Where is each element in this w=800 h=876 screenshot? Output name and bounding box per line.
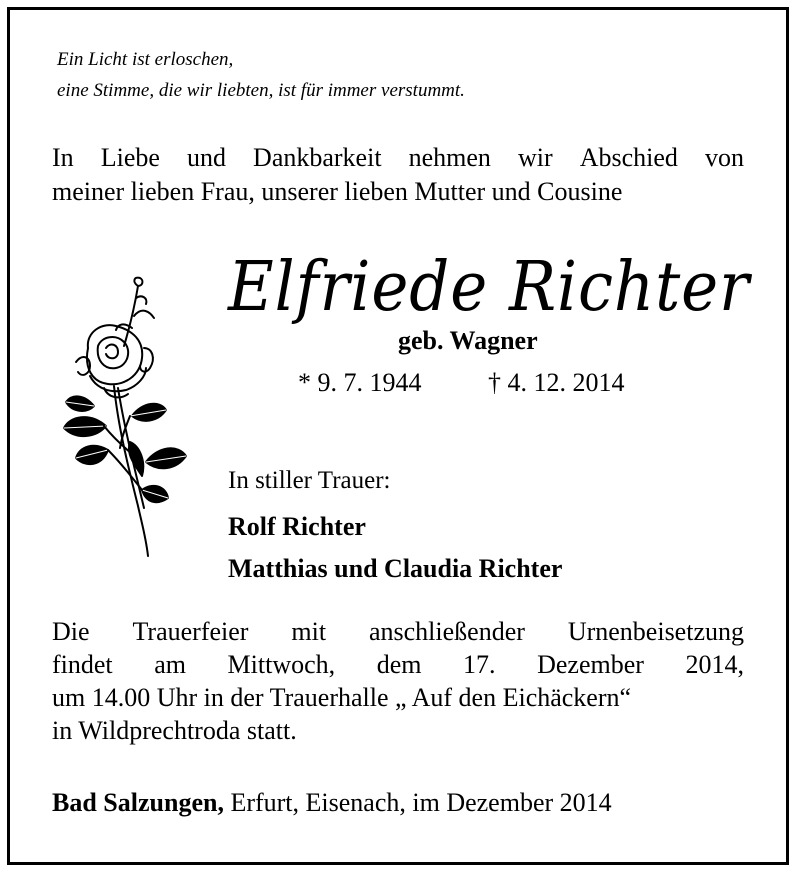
ceremony-word: Die [52, 617, 90, 646]
place-rest: Erfurt, Eisenach, im Dezember 2014 [223, 788, 612, 817]
ceremony-word: 2014, [685, 650, 744, 679]
place-and-date [52, 788, 612, 818]
ceremony-word: Urnenbeisetzung [567, 617, 744, 646]
ceremony-word: findet [52, 650, 113, 679]
ceremony-word: am [154, 650, 186, 679]
intro-word: und [186, 143, 226, 172]
ceremony-info [52, 615, 744, 747]
intro-word: Abschied [579, 143, 678, 172]
intro-line-1 [52, 141, 744, 175]
quote-line-1: Ein Licht ist erloschen, [57, 49, 234, 70]
intro-text [52, 141, 744, 209]
intro-word: Dankbarkeit [253, 143, 382, 172]
rose-icon [46, 276, 196, 561]
life-dates [298, 368, 625, 398]
intro-word: nehmen [408, 143, 491, 172]
ceremony-line-4: in Wildprechtroda statt. [52, 716, 297, 745]
ceremony-line-3: um 14.00 Uhr in der Trauerhalle „ Auf den Eichäckern“ [52, 683, 632, 712]
intro-word: von [705, 143, 744, 172]
mourner-name: Rolf Richter [228, 512, 366, 541]
ceremony-word: Dezember [537, 650, 644, 679]
memorial-quote [57, 44, 465, 106]
ceremony-word: Mittwoch, [227, 650, 336, 679]
mourner-name: Matthias und Claudia Richter [228, 554, 563, 583]
intro-word: wir [518, 143, 553, 172]
intro-word: In [52, 143, 74, 172]
birth-name: geb. Wagner [398, 326, 538, 355]
ceremony-word: Trauerfeier [132, 617, 249, 646]
intro-word: Liebe [100, 143, 160, 172]
ceremony-word: dem [376, 650, 422, 679]
ceremony-line-2 [52, 648, 744, 681]
birth-date: * 9. 7. 1944 [298, 368, 422, 397]
ceremony-word: anschließender [368, 617, 525, 646]
mourners-label: In stiller Trauer: [228, 467, 391, 494]
ceremony-word: mit [291, 617, 327, 646]
ceremony-line-1 [52, 615, 744, 648]
intro-line-2: meiner lieben Frau, unserer lieben Mutter und Cousine [52, 177, 623, 206]
deceased-name: Elfriede Richter [228, 248, 750, 327]
death-date: † 4. 12. 2014 [488, 368, 625, 397]
quote-line-2: eine Stimme, die wir liebten, ist für immer verstummt. [57, 80, 465, 101]
place-bold: Bad Salzungen, [52, 788, 224, 817]
ceremony-word: 17. [463, 650, 496, 679]
